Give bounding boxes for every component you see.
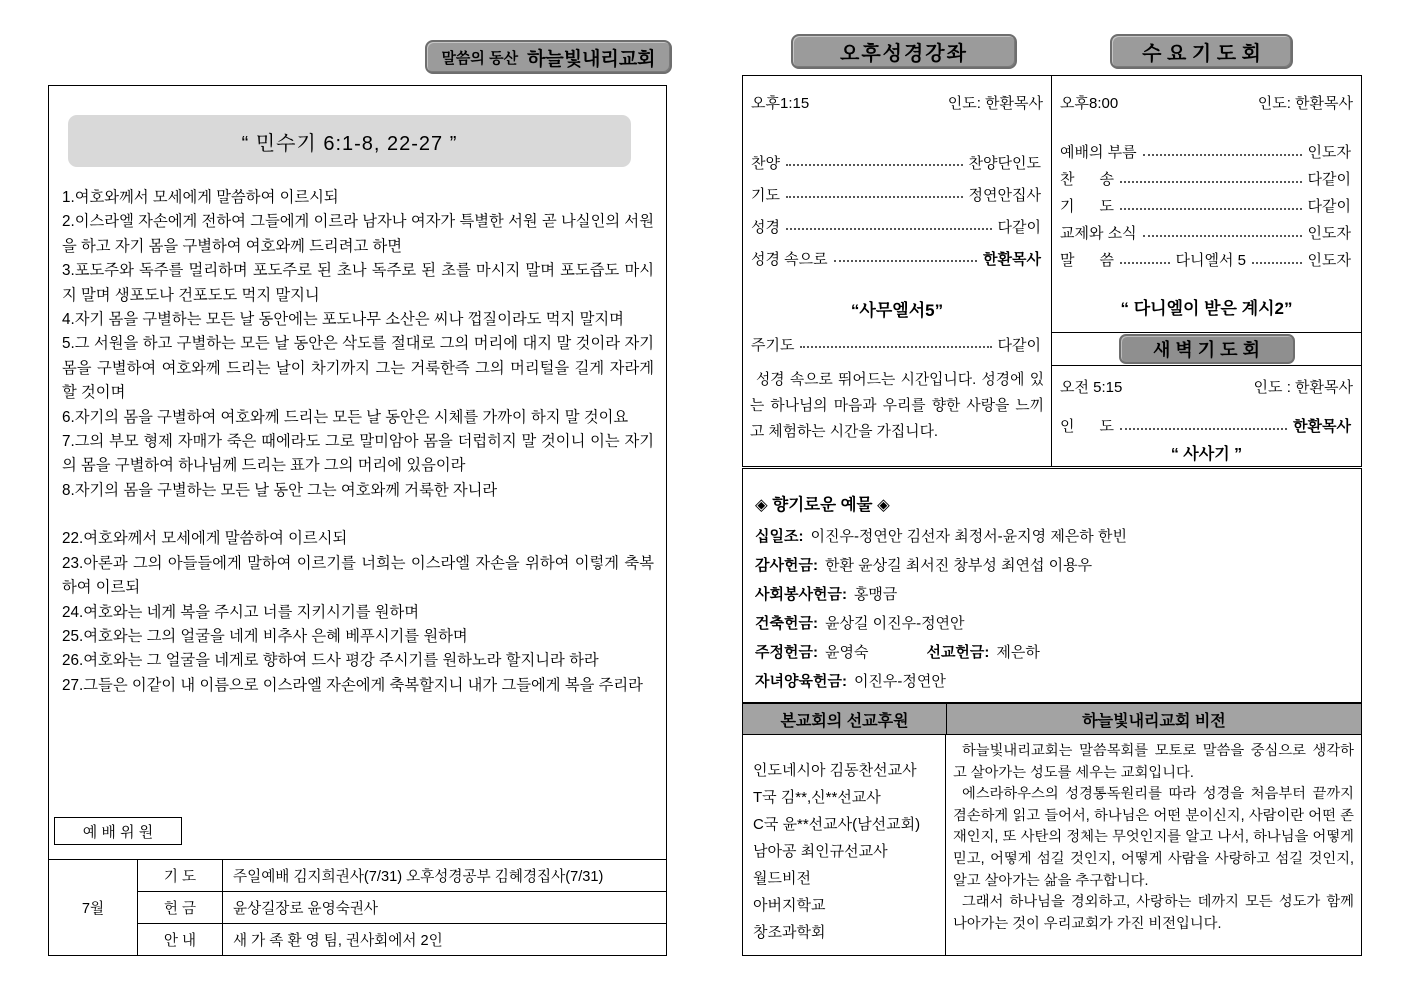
afternoon-class-badge: 오후성경강좌 [791, 34, 1017, 69]
verse: 26.여호와는 그 얼굴을 네게로 향하여 드사 평강 주시기를 원하노라 할지니라 하라 [62, 652, 599, 670]
badge-church-name: 하늘빛내리교회 [527, 48, 656, 70]
offering-row [755, 550, 1351, 579]
offering-value: 한환 윤상길 최서진 창부성 최연섭 이용우 [824, 557, 1093, 574]
order-value: 다같이 [997, 218, 1041, 236]
verse: 23.아론과 그의 아들들에게 말하여 이르기를 너희는 이스라엘 자손을 위하여 이렇게 축복하여 이르되 [62, 554, 654, 597]
verse: 7.그의 부모 형제 자매가 죽은 때에라도 그로 말미암아 몸을 더럽히지 말 것이니 이는 자기의 몸을 구별하여 하나님께 드리는 표가 그의 머리에 있음이라 [62, 433, 654, 475]
worship-committee-table [48, 859, 667, 956]
verse: 8.자기의 몸을 구별하는 모든 날 동안 그는 여호와께 거룩한 자니라 [62, 481, 498, 499]
sermon-title: “ 사사기 ” [1170, 446, 1243, 463]
order-label: 기 도 [1060, 198, 1114, 215]
wednesday-prayer-column [1052, 76, 1361, 466]
table-body-row [743, 735, 1361, 955]
committee-row-value: 주일예배 김지희권사(7/31) 오후성경공부 김혜경집사(7/31) [223, 860, 667, 892]
table-row [49, 924, 667, 956]
wednesday-prayer-badge: 수 요 기 도 회 [1110, 34, 1293, 69]
verse: 27.그들은 이같이 내 이름으로 이스라엘 자손에게 축복할지니 내가 그들에게 복을 주리라 [62, 676, 643, 694]
offering-value: 제은하 [996, 644, 1040, 661]
order-row [1060, 192, 1351, 219]
dawn-prayer-header [1052, 332, 1361, 366]
leader-dots [1143, 148, 1302, 156]
order-label: 교제와 소식 [1060, 225, 1137, 242]
order-row [751, 146, 1041, 178]
order-value: 다같이 [1307, 171, 1351, 188]
vision-paragraph: 하늘빛내리교회는 말씀목회를 모토로 말씀을 중심으로 생각하고 살아가는 성도를 세우는 교회입니다. [953, 743, 1354, 781]
offering-value: 윤영숙 [824, 644, 869, 661]
order-row [751, 328, 1041, 360]
order-value: 인도자 [1307, 144, 1351, 161]
order-value: 찬양단인도 [968, 154, 1041, 172]
order-row [1060, 138, 1351, 165]
leader-dots [1143, 229, 1302, 237]
leader-dots [786, 158, 963, 166]
order-of-worship [1060, 138, 1351, 273]
vision-text [946, 735, 1361, 955]
order-row [751, 242, 1041, 274]
worship-committee-label: 예 배 위 원 [54, 817, 182, 845]
time-leader-row [751, 92, 1043, 113]
sermon-title: “사무엘서5” [850, 301, 944, 320]
offering-row [755, 666, 1351, 695]
sermon-scripture: 다니엘서 5 [1175, 252, 1246, 269]
offering-label: 선교헌금: [926, 644, 990, 661]
order-label: 성경 [751, 218, 780, 236]
time-leader-row [1060, 376, 1353, 397]
scripture-verses [62, 186, 654, 698]
order-value: 다같이 [1307, 198, 1351, 215]
mission-item: 아버지학교 [753, 897, 826, 914]
offering-label: 사회봉사헌금: [755, 586, 847, 603]
vision-header: 하늘빛내리교회 비전 [1082, 712, 1226, 730]
verse: 3.포도주와 독주를 멀리하며 포도주로 된 초나 독주로 된 초를 마시지 말며 포도즙도 마시지 말며 생포도나 건포도도 먹지 말지니 [62, 262, 654, 304]
table-header-row [743, 704, 1361, 735]
vision-paragraph: 그래서 하나님을 경외하고, 사랑하는 데까지 모든 성도가 함께 나아가는 것이 우리교회가 가진 비전입니다. [953, 894, 1354, 932]
mission-list [743, 735, 946, 955]
leader-dots [1120, 422, 1287, 430]
committee-row-label: 헌 금 [138, 892, 223, 924]
verse: 22.여호와께서 모세에게 말씀하여 이르시되 [62, 530, 348, 548]
order-row [1060, 165, 1351, 192]
afternoon-class-column [743, 76, 1052, 466]
verse: 1.여호와께서 모세에게 말씀하여 이르시되 [62, 189, 339, 206]
order-of-worship [751, 146, 1041, 274]
service-leader: 인도 : 한환목사 [1253, 379, 1353, 396]
verse: 4.자기 몸을 구별하는 모든 날 동안에는 포도나무 소산은 씨나 껍질이라도 먹지 말지며 [62, 311, 624, 329]
leader-dots [786, 222, 992, 230]
order-value: 인도자 [1307, 225, 1351, 242]
offering-value: 이진우-정연안 김선자 최정서-윤지영 제은하 한빈 [810, 528, 1127, 545]
service-time: 오전 5:15 [1060, 379, 1123, 396]
mission-vision-table [742, 703, 1362, 956]
mission-item: 인도네시아 김동찬선교사 [753, 762, 917, 779]
leader-dots [1120, 175, 1302, 183]
offering-value: 윤상길 이진우-정연안 [824, 615, 965, 632]
dawn-prayer-badge: 새 벽 기 도 회 [1119, 334, 1295, 364]
order-of-worship [1060, 412, 1351, 439]
offering-label: 십일조: [755, 528, 804, 545]
order-value: 다같이 [997, 336, 1041, 354]
offerings-list [755, 521, 1351, 695]
committee-row-value: 윤상길장로 윤영숙권사 [223, 892, 667, 924]
offering-label: 건축헌금: [755, 615, 818, 632]
mission-item: 남아공 최인규선교사 [753, 843, 888, 860]
offering-row [755, 637, 1351, 666]
order-label: 주기도 [751, 336, 795, 354]
order-row [751, 210, 1041, 242]
verse: 6.자기의 몸을 구별하여 여호와께 드리는 모든 날 동안은 시체를 가까이 하지 말 것이요 [62, 408, 629, 426]
verse: 24.여호와는 네게 복을 주시고 너를 지키시기를 원하며 [62, 603, 420, 621]
order-row-word [1060, 246, 1351, 273]
leader-dots [800, 340, 991, 348]
order-label: 찬 송 [1060, 171, 1114, 188]
leader-dots [834, 254, 977, 262]
offering-label: 자녀양육헌금: [755, 673, 847, 690]
badge-prefix: 말씀의 동산 [441, 49, 519, 67]
scripture-title: “ 민수기 6:1-8, 22-27 ” [68, 115, 631, 167]
order-value: 한환목사 [983, 250, 1041, 268]
table-row [49, 860, 667, 892]
order-label: 성경 속으로 [751, 250, 828, 268]
service-leader: 인도: 한환목사 [947, 95, 1043, 112]
offering-label: 감사헌금: [755, 557, 818, 574]
order-label: 인 도 [1060, 418, 1114, 435]
mission-support-header: 본교회의 선교후원 [743, 704, 947, 734]
mission-item: C국 윤**선교사(남선교회) [753, 816, 921, 833]
service-order-table [742, 75, 1362, 467]
order-row [1060, 219, 1351, 246]
order-row [751, 178, 1041, 210]
offerings-box [742, 468, 1362, 703]
order-of-worship [751, 328, 1041, 360]
sermon-title: “ 다니엘이 받은 계시2” [1120, 299, 1293, 318]
service-time: 오후1:15 [751, 95, 810, 112]
verse: 2.이스라엘 자손에게 전하여 그들에게 이르라 남자나 여자가 특별한 서원 곧 나실인의 서원을 하고 자기 몸을 구별하여 여호와께 드리려고 하면 [62, 213, 654, 255]
committee-row-value: 새 가 족 환 영 팀, 권사회에서 2인 [223, 924, 667, 956]
order-row [1060, 412, 1351, 439]
leader-dots [1120, 256, 1170, 264]
mission-item: T국 김**,신**선교사 [753, 789, 881, 806]
committee-row-label: 기 도 [138, 860, 223, 892]
offerings-title: ◈ 향기로운 예물 ◈ [755, 496, 890, 514]
offering-row [755, 579, 1351, 608]
offering-row [755, 608, 1351, 637]
order-label: 기도 [751, 186, 780, 204]
class-note: 성경 속으로 뛰어드는 시간입니다. 성경에 있는 하나님의 마음과 우리를 향한 사랑을 느끼고 체험하는 시간을 가집니다. [750, 372, 1044, 440]
order-value: 한환목사 [1293, 418, 1351, 435]
offering-label: 주정헌금: [755, 644, 818, 661]
leader-dots [786, 190, 963, 198]
verse: 25.여호와는 그의 얼굴을 네게 비추사 은혜 베푸시기를 원하며 [62, 627, 468, 645]
committee-month-cell: 7월 [49, 860, 138, 956]
vision-paragraph: 에스라하우스의 성경통독원리를 따라 성경을 처음부터 끝까지 겸손하게 읽고 들어서, 하나님은 어떤 분이신지, 사람이란 어떤 존재인지, 또 사탄의 정체는 무엇인지를 알고 나서, 하나님을 어떻게 믿고, 어떻게 섬길 것인지, 어떻게 사람을 사랑하고 섬길 것인지, 알고 살아가는 삶을 추구합니다. [953, 786, 1354, 889]
order-label: 예배의 부름 [1060, 144, 1137, 161]
time-leader-row [1060, 92, 1353, 113]
leader-dots [1252, 256, 1302, 264]
leader-dots [1120, 202, 1302, 210]
service-leader: 인도: 한환목사 [1257, 95, 1353, 112]
mission-item: 창조과학회 [753, 924, 826, 941]
verse: 5.그 서원을 하고 구별하는 모든 날 동안은 삭도를 절대로 그의 머리에 대지 말 것이라 자기 몸을 구별하여 여호와께 드리는 날이 차기까지 그는 거룩한즉 그의 머리털을 길게 자라게 할 것이며 [62, 335, 654, 402]
committee-row-label: 안 내 [138, 924, 223, 956]
service-time: 오후8:00 [1060, 95, 1119, 112]
order-label: 말 씀 [1060, 252, 1114, 269]
offering-row [755, 521, 1351, 550]
order-label: 찬양 [751, 154, 780, 172]
scripture-page [48, 85, 667, 956]
order-value: 인도자 [1307, 252, 1351, 269]
table-row [49, 892, 667, 924]
order-value: 정연안집사 [968, 186, 1041, 204]
offering-value: 홍맹금 [853, 586, 898, 603]
mission-item: 월드비전 [753, 870, 811, 887]
church-title-badge [425, 40, 672, 74]
offering-value: 이진우-정연안 [853, 673, 946, 690]
